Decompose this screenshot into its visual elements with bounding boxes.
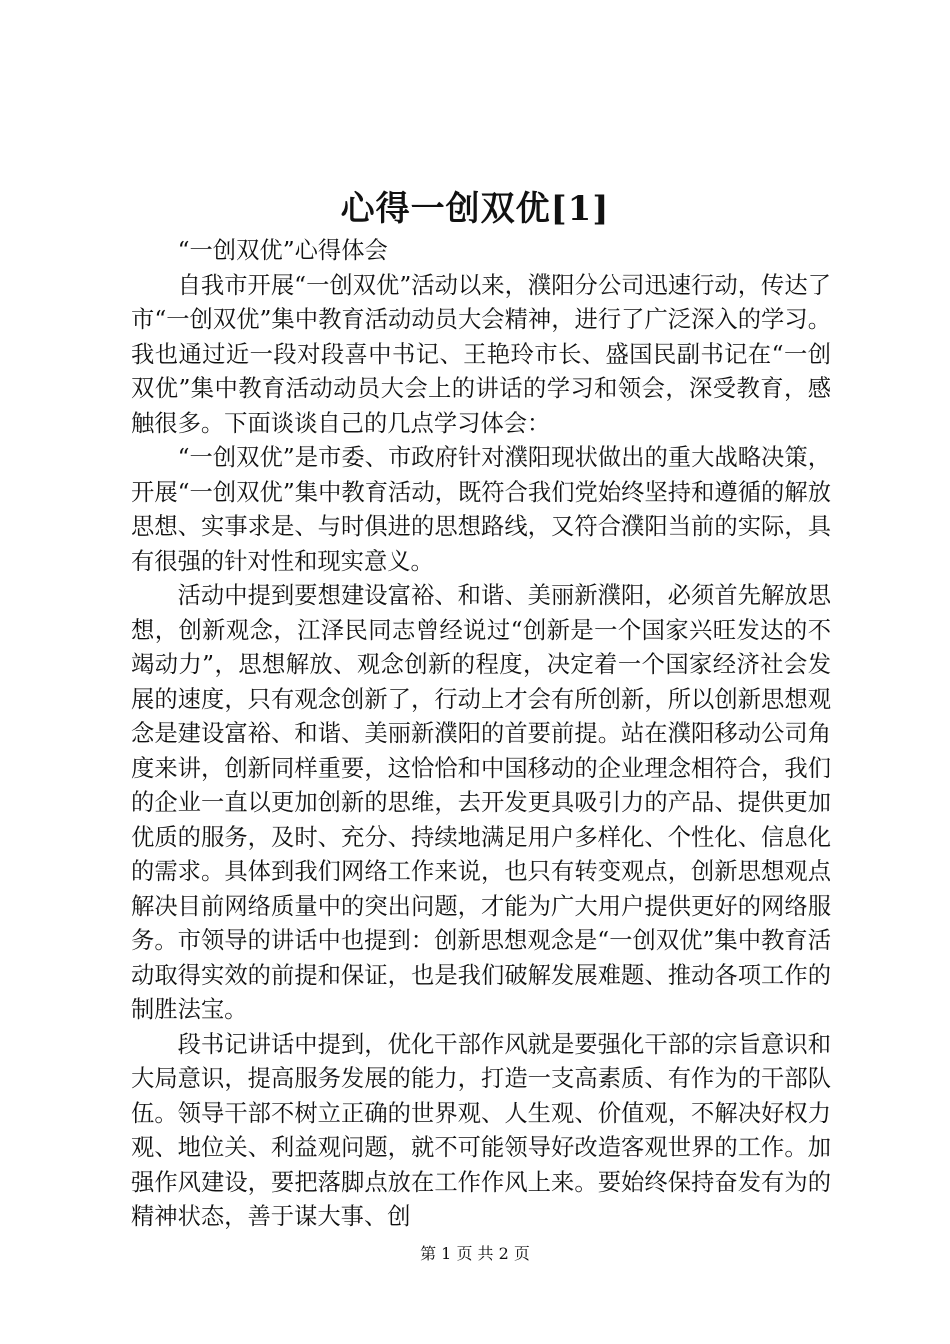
paragraph: 段书记讲话中提到，优化干部作风就是要强化干部的宗旨意识和大局意识，提高服务发展的能力，打造一支高素质、有作为的干部队伍。领导干部不树立正确的世界观、人生观、价值观，不解决好权力观、地位关、利益观问题，就不可能领导好改造客观世界的工作。加强作风建设，要把落脚点放在工作作风上来。要始终保持奋发有为的精神状态，善于谋大事、创 bbox=[131, 1030, 831, 1230]
paragraph-subtitle: “一创双优”心得体会 bbox=[177, 237, 388, 264]
paragraph: “一创双优”是市委、市政府针对濮阳现状做出的重大战略决策，开展“一创双优”集中教育活动，既符合我们党始终坚持和遵循的解放思想、实事求是、与时俱进的思想路线，又符合濮阳当前的实际，具有很强的针对性和现实意义。 bbox=[131, 444, 831, 575]
document-title: 心得一创双优[1] bbox=[340, 189, 610, 229]
document-body bbox=[131, 234, 831, 1235]
paragraph: 自我市开展“一创双优”活动以来，濮阳分公司迅速行动，传达了市“一创双优”集中教育活动动员大会精神，进行了广泛深入的学习。我也通过近一段对段喜中书记、王艳玲市长、盛国民副书记在“一创双优”集中教育活动动员大会上的讲话的学习和领会，深受教育，感触很多。下面谈谈自己的几点学习体会： bbox=[131, 271, 831, 437]
paragraph: 活动中提到要想建设富裕、和谐、美丽新濮阳，必须首先解放思想，创新观念，江泽民同志曾经说过“创新是一个国家兴旺发达的不竭动力”，思想解放、观念创新的程度，决定着一个国家经济社会发展的速度，只有观念创新了，行动上才会有所创新，所以创新思想观念是建设富裕、和谐、美丽新濮阳的首要前提。站在濮阳移动公司角度来讲，创新同样重要，这恰恰和中国移动的企业理念相符合，我们的企业一直以更加创新的思维，去开发更具吸引力的产品、提供更加优质的服务，及时、充分、持续地满足用户多样化、个性化、信息化的需求。具体到我们网络工作来说，也只有转变观点，创新思想观点解决目前网络质量中的突出问题，才能为广大用户提供更好的网络服务。市领导的讲话中也提到：创新思想观念是“一创双优”集中教育活动取得实效的前提和保证，也是我们破解发展难题、推动各项工作的制胜法宝。 bbox=[131, 582, 831, 1023]
page-footer: 第 1 页 共 2 页 bbox=[420, 1244, 530, 1263]
